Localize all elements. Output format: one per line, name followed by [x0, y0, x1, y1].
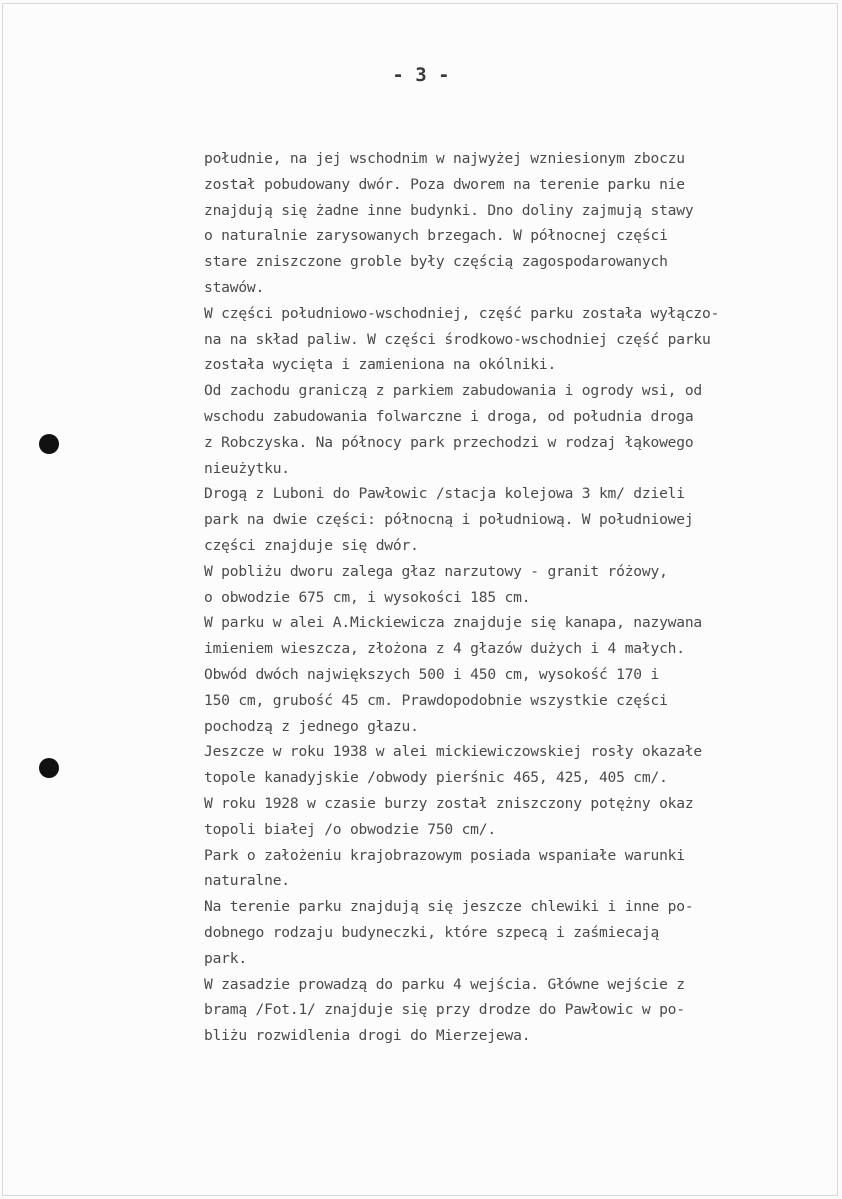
text-line: W zasadzie prowadzą do parku 4 wejścia. Główne wejście z	[204, 975, 685, 993]
text-line: został pobudowany dwór. Poza dworem na terenie parku nie	[204, 175, 685, 193]
text-line: park.	[204, 949, 247, 967]
text-line: Na terenie parku znajdują się jeszcze chlewiki i inne po-	[204, 898, 694, 916]
text-line: znajdują się żadne inne budynki. Dno doliny zajmują stawy	[204, 201, 694, 219]
document-page	[2, 3, 838, 1196]
text-line: południe, na jej wschodnim w najwyżej wzniesionym zboczu	[204, 150, 685, 167]
text-line: na na skład paliw. W części środkowo-wschodniej część parku	[204, 330, 711, 348]
text-line: W parku w alei A.Mickiewicza znajduje się kanapa, nazywana	[204, 614, 702, 632]
punch-hole-bottom	[39, 758, 59, 778]
text-line: stawów.	[204, 278, 265, 296]
text-line: części znajduje się dwór.	[204, 536, 419, 554]
text-line: W roku 1928 w czasie burzy został zniszczony potężny okaz	[204, 794, 694, 812]
text-line: imieniem wieszcza, złożona z 4 głazów dużych i 4 małych.	[204, 640, 685, 658]
text-line: naturalne.	[204, 872, 290, 890]
text-line: W części południowo-wschodniej, część parku została wyłączo-	[204, 304, 720, 322]
text-line: topole kanadyjskie /obwody pierśnic 465, 425, 405 cm/.	[204, 769, 668, 787]
text-line: 150 cm, grubość 45 cm. Prawdopodobnie wszystkie części	[204, 691, 668, 709]
text-line: Od zachodu graniczą z parkiem zabudowania i ogrody wsi, od	[204, 382, 702, 400]
text-line: wschodu zabudowania folwarczne i droga, od południa droga	[204, 407, 694, 425]
text-line: bramą /Fot.1/ znajduje się przy drodze do Pawłowic w po-	[204, 1001, 685, 1019]
text-line: Obwód dwóch największych 500 i 450 cm, wysokość 170 i	[204, 665, 660, 683]
text-line: pochodzą z jednego głazu.	[204, 717, 419, 735]
text-line: Drogą z Luboni do Pawłowic /stacja kolejowa 3 km/ dzieli	[204, 485, 685, 503]
text-line: nieużytku.	[204, 459, 290, 477]
text-line: bliżu rozwidlenia drogi do Mierzejewa.	[204, 1027, 531, 1045]
text-line: park na dwie części: północną i południową. W południowej	[204, 511, 694, 529]
text-line: topoli białej /o obwodzie 750 cm/.	[204, 820, 496, 838]
text-line: dobnego rodzaju budyneczki, które szpecą i zaśmiecają	[204, 923, 660, 941]
text-line: o naturalnie zarysowanych brzegach. W północnej części	[204, 227, 668, 245]
text-line: z Robczyska. Na północy park przechodzi w rodzaj łąkowego	[204, 433, 694, 451]
body-text	[204, 146, 842, 1049]
text-line: W pobliżu dworu zalega głaz narzutowy - granit różowy,	[204, 562, 668, 580]
text-line: Park o założeniu krajobrazowym posiada wspaniałe warunki	[204, 846, 685, 864]
punch-hole-top	[39, 434, 59, 454]
text-line: o obwodzie 675 cm, i wysokości 185 cm.	[204, 588, 531, 606]
text-line: została wycięta i zamieniona na okólniki.	[204, 356, 557, 374]
text-line: Jeszcze w roku 1938 w alei mickiewiczowskiej rosły okazałe	[204, 743, 702, 761]
text-line: stare zniszczone groble były częścią zagospodarowanych	[204, 253, 668, 271]
page-number: - 3 -	[392, 64, 450, 86]
